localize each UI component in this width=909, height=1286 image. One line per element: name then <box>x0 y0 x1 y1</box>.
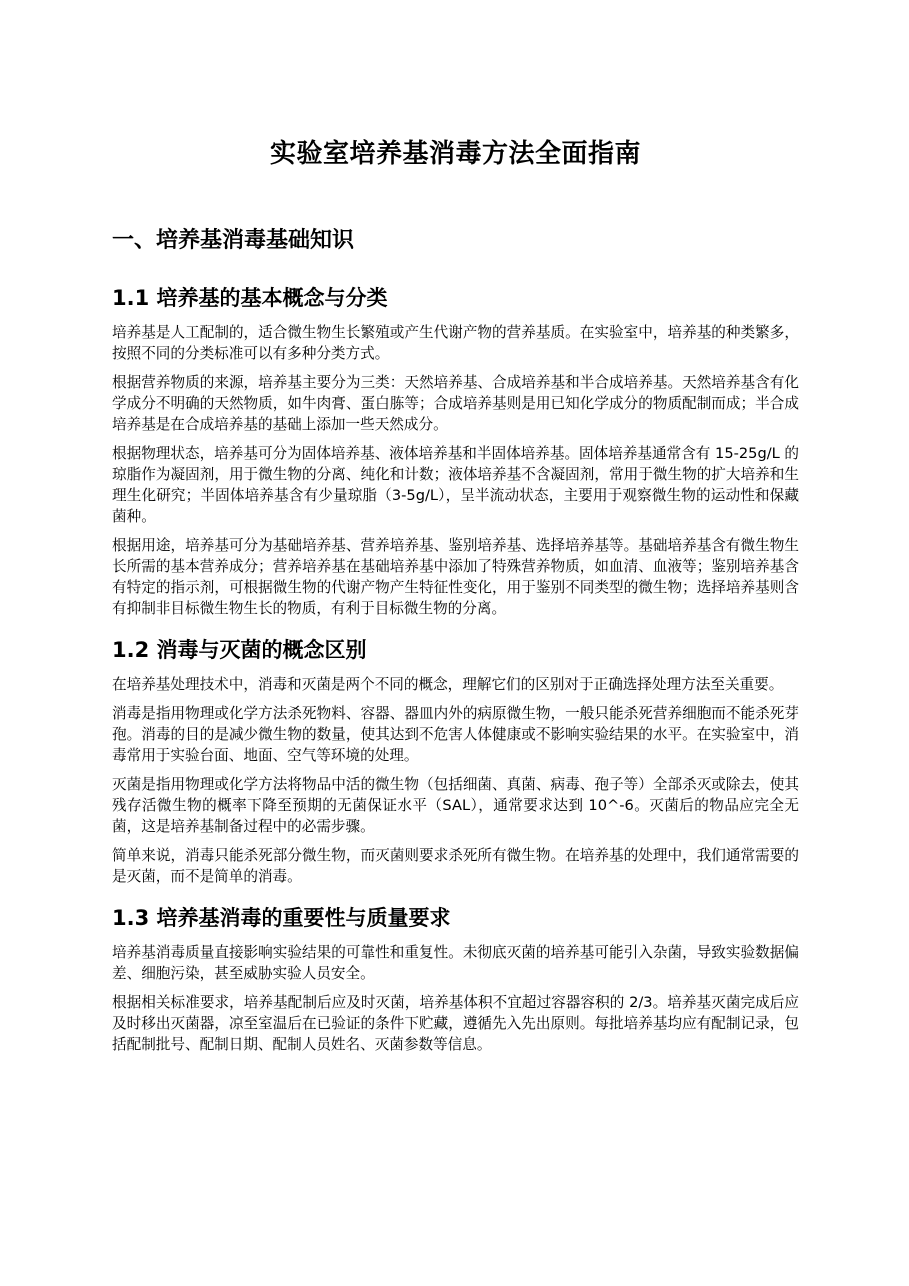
paragraph: 灭菌是指用物理或化学方法将物品中活的微生物（包括细菌、真菌、病毒、孢子等）全部杀灭或除去，使其残存活微生物的概率下降至预期的无菌保证水平（SAL），通常要求达到 10^-6。灭菌后的物品应完全无菌，这是培养基制备过程中的必需步骤。 <box>112 776 799 835</box>
paragraph: 消毒是指用物理或化学方法杀死物料、容器、器皿内外的病原微生物，一般只能杀死营养细胞而不能杀死芽孢。消毒的目的是减少微生物的数量，使其达到不危害人体健康或不影响实验结果的水平。在实验室中，消毒常用于实验台面、地面、空气等环境的处理。 <box>112 705 799 764</box>
subsection-heading-1-3: 1.3 培养基消毒的重要性与质量要求 <box>112 906 451 930</box>
paragraph: 简单来说，消毒只能杀死部分微生物，而灭菌则要求杀死所有微生物。在培养基的处理中，我们通常需要的是灭菌，而不是简单的消毒。 <box>112 847 799 885</box>
subsection-heading-1-2: 1.2 消毒与灭菌的概念区别 <box>112 638 367 662</box>
paragraph: 根据相关标准要求，培养基配制后应及时灭菌，培养基体积不宜超过容器容积的 2/3。培养基灭菌完成后应及时移出灭菌器，凉至室温后在已验证的条件下贮藏，遵循先入先出原则。每批培养基均应有配制记录，包括配制批号、配制日期、配制人员姓名、灭菌参数等信息。 <box>112 994 799 1053</box>
subsection-heading-1-1: 1.1 培养基的基本概念与分类 <box>112 286 388 310</box>
paragraph: 培养基消毒质量直接影响实验结果的可靠性和重复性。未彻底灭菌的培养基可能引入杂菌，导致实验数据偏差、细胞污染，甚至威胁实验人员安全。 <box>112 944 799 982</box>
paragraph: 根据用途，培养基可分为基础培养基、营养培养基、鉴别培养基、选择培养基等。基础培养基含有微生物生长所需的基本营养成分；营养培养基在基础培养基中添加了特殊营养物质，如血清、血液等；鉴别培养基含有特定的指示剂，可根据微生物的代谢产物产生特征性变化，用于鉴别不同类型的微生物；选择培养基则含有抑制非目标微生物生长的物质，有利于目标微生物的分离。 <box>112 537 799 617</box>
document-title: 实验室培养基消毒方法全面指南 <box>269 139 641 169</box>
paragraph: 在培养基处理技术中，消毒和灭菌是两个不同的概念，理解它们的区别对于正确选择处理方法至关重要。 <box>112 676 784 693</box>
paragraph: 根据物理状态，培养基可分为固体培养基、液体培养基和半固体培养基。固体培养基通常含有 15-25g/L 的琼脂作为凝固剂，用于微生物的分离、纯化和计数；液体培养基不含凝固剂，常用于微生物的扩大培养和生理生化研究；半固体培养基含有少量琼脂（3-5g/L），呈半流动状态，主要用于观察微生物的运动性和保藏菌种。 <box>112 445 799 525</box>
paragraph: 根据营养物质的来源，培养基主要分为三类：天然培养基、合成培养基和半合成培养基。天然培养基含有化学成分不明确的天然物质，如牛肉膏、蛋白胨等；合成培养基则是用已知化学成分的物质配制而成；半合成培养基是在合成培养基的基础上添加一些天然成分。 <box>112 374 799 433</box>
paragraph: 培养基是人工配制的，适合微生物生长繁殖或产生代谢产物的营养基质。在实验室中，培养基的种类繁多，按照不同的分类标准可以有多种分类方式。 <box>112 324 799 362</box>
section-heading-1: 一、培养基消毒基础知识 <box>112 228 355 253</box>
